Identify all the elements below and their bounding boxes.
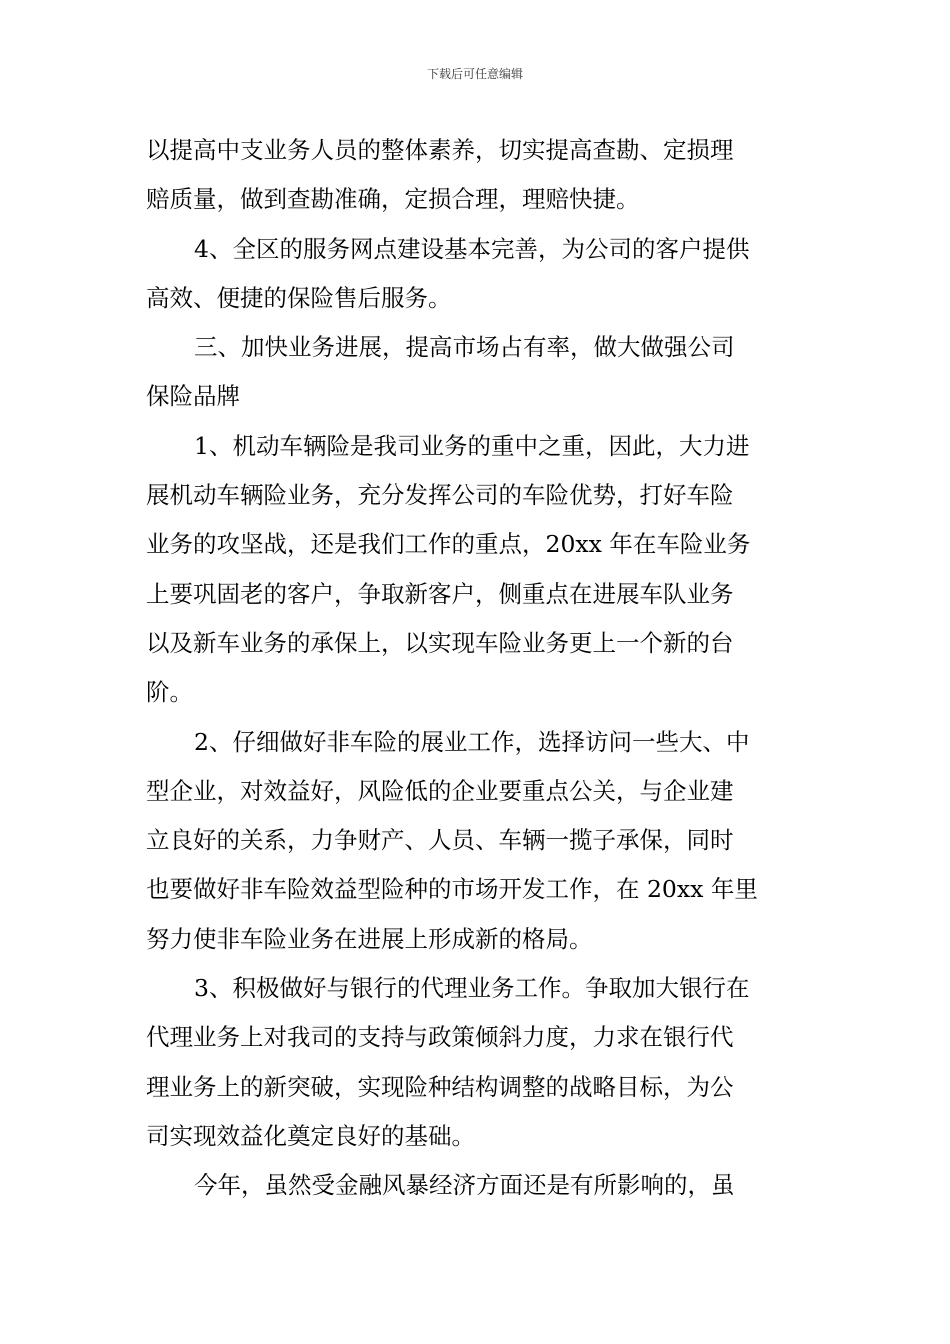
text-line: 也要做好非车险效益型险种的市场开发工作，在 20xx 年里: [146, 875, 758, 904]
text-line: 以及新车业务的承保上，以实现车险业务更上一个新的台: [146, 628, 734, 657]
text-line: 上要巩固老的客户，争取新客户，侧重点在进展车队业务: [146, 579, 734, 608]
text-line: 阶。: [146, 678, 193, 707]
text-line: 2、仔细做好非车险的展业工作，选择访问一些大、中: [194, 727, 750, 756]
document-body: [146, 126, 806, 1211]
text-line: 今年，虽然受金融风暴经济方面还是有所影响的，虽: [194, 1171, 735, 1200]
section-heading: 保险品牌: [146, 382, 240, 411]
text-line: 展机动车辆险业务，充分发挥公司的车险优势，打好车险: [146, 481, 734, 510]
text-line: 型企业，对效益好，风险低的企业要重点公关，与企业建: [146, 776, 734, 805]
text-line: 高效、便捷的保险售后服务。: [146, 283, 452, 312]
text-line: 以提高中支业务人员的整体素养，切实提高查勘、定损理: [146, 136, 734, 164]
section-heading: 三、加快业务进展，提高市场占有率，做大做强公司: [194, 333, 735, 362]
text-line: 司实现效益化奠定良好的基础。: [146, 1121, 475, 1150]
page-header: 下载后可任意编辑: [426, 67, 523, 81]
text-line: 代理业务上对我司的支持与政策倾斜力度，力求在银行代: [146, 1023, 734, 1052]
text-line: 业务的攻坚战，还是我们工作的重点，20xx 年在车险业务: [146, 530, 751, 559]
text-line: 立良好的关系，力争财产、人员、车辆一揽子承保，同时: [146, 826, 734, 855]
text-line: 3、积极做好与银行的代理业务工作。争取加大银行在: [194, 974, 750, 1003]
text-line: 1、机动车辆险是我司业务的重中之重，因此，大力进: [194, 431, 750, 460]
text-line: 赔质量，做到查勘准确，定损合理，理赔快捷。: [146, 185, 640, 214]
text-line: 努力使非车险业务在进展上形成新的格局。: [146, 924, 593, 953]
text-line: 4、全区的服务网点建设基本完善，为公司的客户提供: [194, 234, 750, 263]
text-line: 理业务上的新突破，实现险种结构调整的战略目标，为公: [146, 1072, 734, 1101]
